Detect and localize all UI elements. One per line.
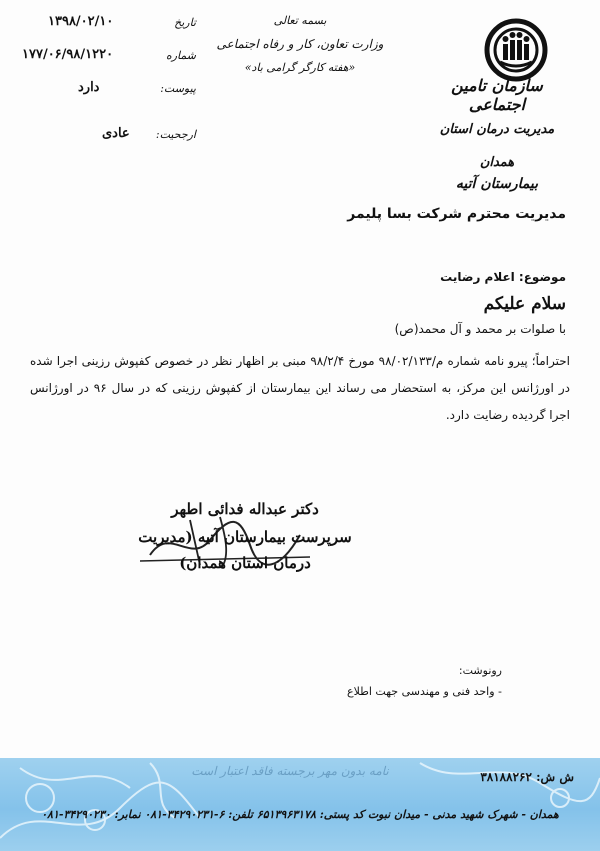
- letter-body: [30, 206, 570, 429]
- cc-title: رونوشت:: [458, 664, 502, 677]
- footer-band: [0, 758, 600, 851]
- bismillah: بسمه تعالی: [273, 14, 327, 27]
- signature-block: [120, 500, 370, 572]
- org-department: مدیریت درمان استان: [439, 122, 555, 137]
- signatory-name: دکتر عبداله فدائی اطهر: [171, 500, 319, 518]
- meta-priority-value: عادی: [102, 126, 130, 141]
- meta-priority: [18, 126, 198, 148]
- footer-address: همدان - شهرک شهید مدنی - میدان نبوت کد پستی: ۶۵۱۳۹۶۳۱۷۸ تلفن: ۶-۳۴۲۹۰۲۳۱-۰۸۱ نمابر: ۳۴۲۹۰۲۳۰-۰۸۱: [41, 808, 559, 821]
- meta-date-label: تاریخ: [174, 16, 196, 29]
- meta-date: [18, 14, 198, 36]
- footer-motto: نامه بدون مهر برجسته فاقد اعتبار است: [191, 764, 389, 778]
- signatory-region: درمان استان همدان): [179, 554, 311, 572]
- meta-number-label: شماره: [165, 49, 196, 62]
- organization-block: [422, 76, 572, 192]
- greeting: سلام علیکم: [483, 294, 566, 314]
- meta-attachment: [18, 80, 198, 102]
- recipient: مدیریت محترم شرکت بسا پلیمر: [347, 206, 566, 222]
- meta-number-value: ۱۷۷/۰۶/۹۸/۱۲۲۰: [22, 47, 114, 62]
- social-security-logo-icon: [484, 18, 548, 82]
- meta-date-value: ۱۳۹۸/۰۲/۱۰: [48, 14, 114, 29]
- meta-number: [18, 47, 198, 69]
- meta-attachment-value: دارد: [78, 80, 100, 95]
- body-paragraph: احتراماً؛ پیرو نامه شماره م/۹۸/۰۲/۱۳۳ مورخ ۹۸/۲/۴ مبنی بر اظهار نظر در خصوص کفپوش رزینی اجرا شده در اورژانس این مرکز، به استحضار می رساند این بیمارستان از کفپوش رزینی که در سال ۹۶ در اورژانس اجرا گردیده رضایت دارد.: [30, 354, 571, 422]
- signatory-title: سرپرست بیمارستان آتیه (مدیریت: [138, 528, 352, 546]
- org-city: همدان: [479, 155, 515, 170]
- carbon-copy: [30, 664, 502, 698]
- meta-priority-label: ارجحیت:: [155, 128, 196, 141]
- letter-meta: [18, 14, 198, 159]
- org-name: سازمان تامین اجتماعی: [451, 76, 543, 114]
- cc-item: - واحد فنی و مهندسی جهت اطلاع: [347, 685, 502, 698]
- ministry-name: وزارت تعاون، کار و رفاه اجتماعی: [216, 37, 384, 51]
- subject: موضوع: اعلام رضایت: [440, 270, 566, 284]
- salavat: با صلوات بر محمد و آل محمد(ص): [394, 322, 566, 336]
- meta-attachment-label: پیوست:: [160, 82, 196, 95]
- footer-fax-number: ش ش: ۳۸۱۸۸۲۶۲: [480, 770, 574, 784]
- ministry-block: [200, 14, 400, 74]
- labor-week-slogan: «هفته کارگر گرامی باد»: [244, 61, 356, 74]
- org-hospital: بیمارستان آتیه: [455, 176, 539, 192]
